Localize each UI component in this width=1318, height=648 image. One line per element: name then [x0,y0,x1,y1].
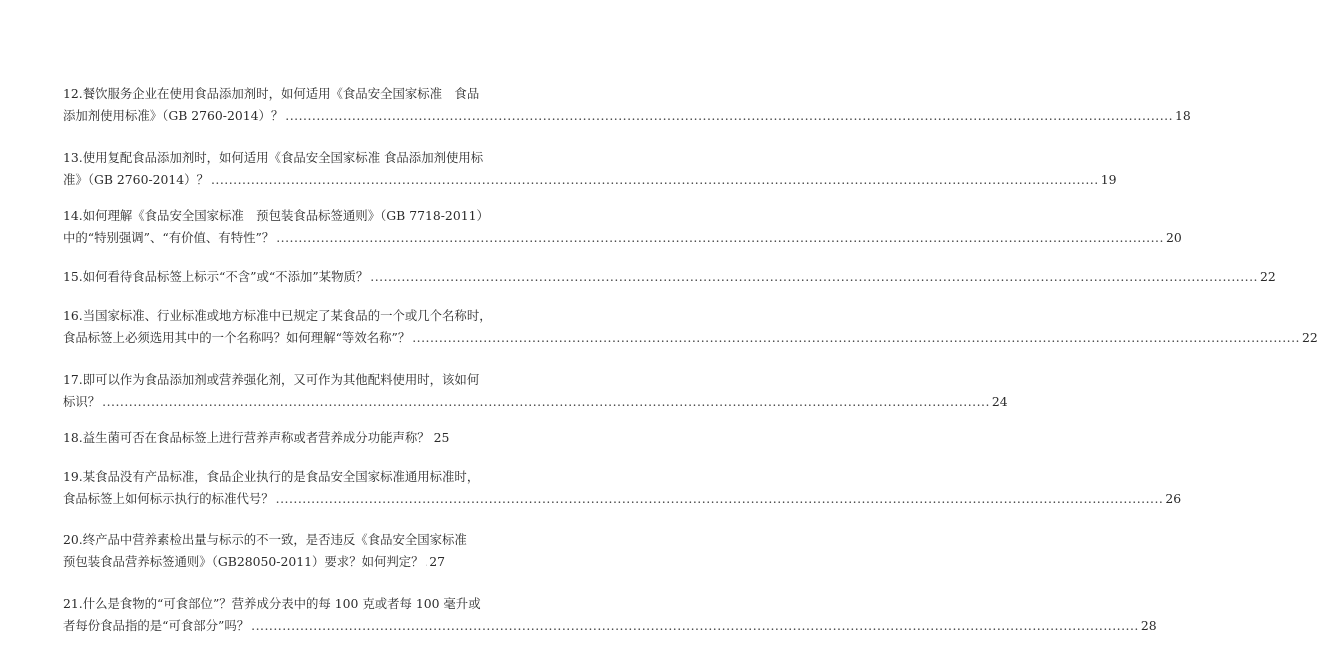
toc-entry-14[interactable] [63,205,1182,249]
toc-entry-last-line [63,105,1191,127]
toc-entry-last-line [63,615,1157,637]
toc-entry-text: 20.终产品中营养素检出量与标示的不一致，是否违反《食品安全国家标准 [63,532,467,547]
toc-entry-text: 18.益生菌可否在食品标签上进行营养声称或者营养成分功能声称？ [63,430,430,445]
toc-entry-last-line [63,488,1182,510]
toc-entry-text: 者每份食品指的是“可食部分”吗？ [63,618,250,633]
toc-entry-21[interactable] [63,593,1157,637]
toc-page-number: 25 [433,430,450,445]
toc-entry-17[interactable] [63,369,1008,413]
toc-page-number: 19 [1100,172,1117,187]
toc-entry-text: 食品标签上如何标示执行的标准代号？ [63,491,274,506]
toc-leader-dots: ........................................................................................................................................................................................................ [251,618,1139,633]
toc-entry-last-line [63,551,445,573]
toc-entry-text: 13.使用复配食品添加剂时，如何适用《食品安全国家标准 食品添加剂使用标 [63,150,484,165]
toc-entry-12[interactable] [63,83,1191,127]
toc-page-number: 18 [1175,108,1191,123]
toc-entry-text: 预包装食品营养标签通则》（GB28050-2011）要求？如何判定？ [63,554,424,569]
toc-leader-dots: ........................................................................................................................................................................................................ [285,108,1174,123]
toc-entry-text: 中的“特别强调”、“有价值、有特性”？ [63,230,275,245]
toc-leader-dots: ........................................................................................................................................................................................................ [102,394,990,409]
toc-entry-last-line [63,327,1318,349]
toc-leader-dots: ........................................................................................................................................................................................................ [210,172,1099,187]
toc-entry-19[interactable] [63,466,1182,510]
toc-page-number: 27 [429,554,445,569]
toc-page-number: 20 [1165,230,1182,245]
toc-page-number: 22 [1259,269,1276,284]
toc-entry-last-line [63,266,1276,288]
toc-entry-text: 21.什么是食物的“可食部位”？营养成分表中的每 100 克或者每 100 毫升或 [63,596,481,611]
toc-entry-text: 16.当国家标准、行业标准或地方标准中已规定了某食品的一个或几个名称时， [63,308,492,323]
toc-entry-text: 准》（GB 2760-2014）？ [63,172,209,187]
toc-entry-last-line [63,427,450,449]
toc-entry-18[interactable] [63,427,450,449]
toc-entry-last-line [63,169,1117,191]
toc-page-number: 22 [1301,330,1318,345]
toc-entry-15[interactable] [63,266,1276,288]
toc-entry-text: 14.如何理解《食品安全国家标准 预包装食品标签通则》（GB 7718-2011） [63,208,489,223]
toc-entry-text: 17.即可以作为食品添加剂或营养强化剂，又可作为其他配料使用时，该如何 [63,372,480,387]
toc-entry-text: 食品标签上必须选用其中的一个名称吗？如何理解“等效名称”？ [63,330,411,345]
toc-page-number: 24 [991,394,1008,409]
toc-entry-last-line [63,391,1008,413]
toc-page-number: 26 [1165,491,1182,506]
toc-leader-dots: ........................................................................................................................................................................................................ [275,491,1164,506]
toc-entry-last-line [63,227,1182,249]
toc-leader-dots: ........................................................................................................................................................................................................ [412,330,1300,345]
toc-page-number: 28 [1140,618,1157,633]
toc-entry-text: 15.如何看待食品标签上标示“不含”或“不添加”某物质？ [63,269,369,284]
toc-entry-13[interactable] [63,147,1117,191]
toc-entry-16[interactable] [63,305,1318,349]
toc-entry-text: 19.某食品没有产品标准，食品企业执行的是食品安全国家标准通用标准时， [63,469,480,484]
toc-leader-dots: ........................................................................................................................................................................................................ [276,230,1164,245]
toc-entry-20[interactable] [63,529,467,573]
toc-leader-dots: ........................................................................................................................................................................................................ [370,269,1258,284]
toc-leader-dots [426,551,428,573]
toc-entry-text: 12.餐饮服务企业在使用食品添加剂时，如何适用《食品安全国家标准 食品 [63,86,480,101]
toc-entry-text: 标识？ [63,394,101,409]
toc-entry-text: 添加剂使用标准》（GB 2760-2014）？ [63,108,284,123]
